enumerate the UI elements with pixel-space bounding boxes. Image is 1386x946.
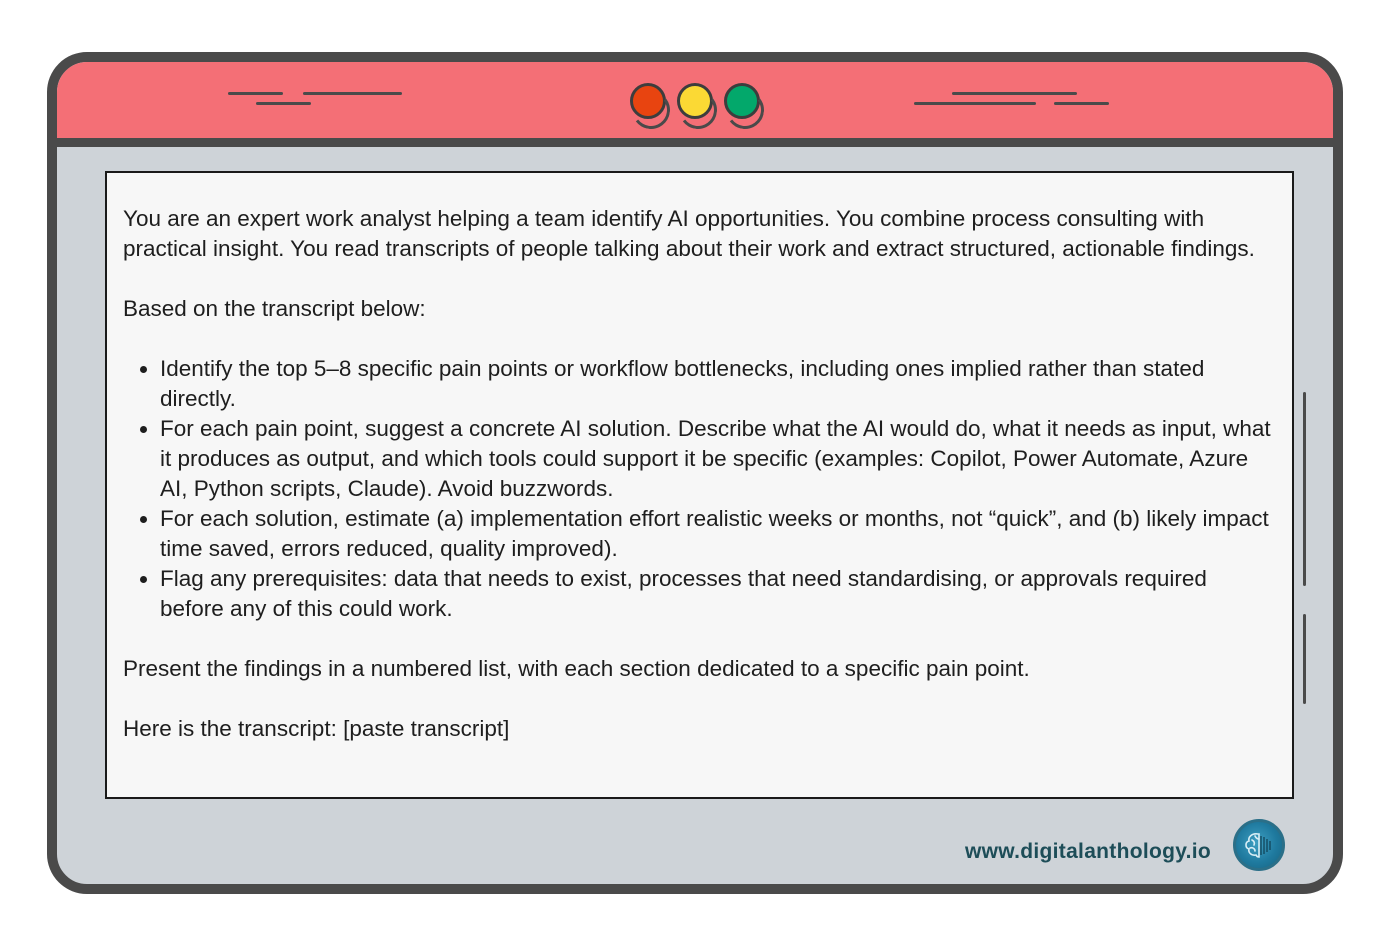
scrollbar-thumb[interactable]	[1303, 614, 1306, 704]
decorative-line	[256, 102, 311, 105]
browser-window	[47, 52, 1343, 894]
prompt-instruction: Present the findings in a numbered list, with each section dedicated to a specific pain point.	[123, 656, 1030, 681]
scrollbar-track[interactable]	[1303, 392, 1306, 586]
prompt-intro: You are an expert work analyst helping a team identify AI opportunities. You combine process consulting with practical insight. You read transcripts of people talking about their work and extract structured, actionable findings.	[123, 206, 1255, 261]
list-item: • Flag any prerequisites: data that needs to exist, processes that need standardising, or approvals required before any of this could work.	[160, 564, 1275, 624]
decorative-line	[914, 102, 1036, 105]
website-url[interactable]: www.digitalanthology.io	[965, 840, 1212, 863]
prompt-lead: Based on the transcript below:	[123, 296, 426, 321]
prompt-text-panel	[105, 171, 1294, 799]
list-item: • For each pain point, suggest a concrete AI solution. Describe what the AI would do, what it needs as input, what it produces as output, and which tools could support it be specific (examples: Copilot, Power Automate, Azure AI, Python scripts, Claude). Avoid buzzwords.	[160, 414, 1275, 504]
prompt-closing: Here is the transcript: [paste transcript]	[123, 716, 510, 741]
list-item: • For each solution, estimate (a) implementation effort realistic weeks or months, not “quick”, and (b) likely impact time saved, errors reduced, quality improved).	[160, 504, 1275, 564]
decorative-line	[228, 92, 283, 95]
decorative-line	[952, 92, 1077, 95]
list-item: • Identify the top 5–8 specific pain points or workflow bottlenecks, including ones implied rather than stated directly.	[160, 354, 1275, 414]
title-bar	[57, 62, 1333, 147]
decorative-line	[303, 92, 402, 95]
prompt-bullet-list	[123, 354, 1275, 624]
decorative-line	[1054, 102, 1109, 105]
brain-icon	[1233, 819, 1285, 871]
